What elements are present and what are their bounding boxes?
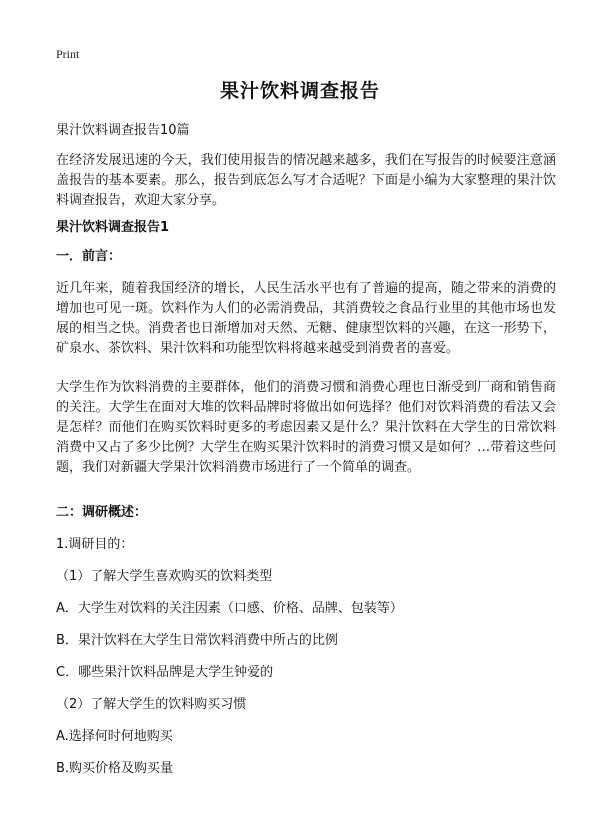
intro-paragraph: 在经济发展迅速的今天，我们使用报告的情况越来越多，我们在写报告的时候要注意涵盖报告的基本要素。那么，报告到底怎么写才合适呢？下面是小编为大家整理的果汁饮料调查报告，欢迎大家分享。 <box>56 153 556 208</box>
section-heading-overview: 二：调研概述： <box>56 505 148 520</box>
page-title: 果汁饮料调查报告 <box>219 80 380 102</box>
document-subtitle: 果汁饮料调查报告10篇 <box>56 123 190 138</box>
list-item-2b: B.购买价格及购买量 <box>56 761 174 776</box>
list-item-1: （1）了解大学生喜欢购买的饮料类型 <box>56 569 273 584</box>
list-item-2: （2）了解大学生的饮料购买习惯 <box>56 697 247 712</box>
report-heading: 果汁饮料调查报告1 <box>56 220 170 235</box>
section-heading-preface: 一．前言： <box>56 249 122 264</box>
list-item-2a: A.选择何时何地购买 <box>56 729 173 744</box>
list-item-a: A．大学生对饮料的关注因素（口感、价格、品牌、包装等） <box>56 601 403 616</box>
list-item-goal: 1.调研目的： <box>56 537 134 552</box>
list-item-c: C．哪些果汁饮料品牌是大学生钟爱的 <box>56 665 274 680</box>
body-paragraph-1: 近几年来，随着我国经济的增长，人民生活水平也有了普遍的提高，随之带来的消费的增加也可见一斑。饮料作为人们的必需消费品，其消费较之食品行业里的其他市场也发展的相当之快。消费者也日渐增加对天然、无糖、健康型饮料的兴趣，在这一形势下，矿泉水、茶饮料、果汁饮料和功能型饮料将越来越受到消费者的喜爱。 <box>56 281 556 356</box>
print-label[interactable]: Print <box>56 47 80 61</box>
list-item-b: B．果汁饮料在大学生日常饮料消费中所占的比例 <box>56 633 338 648</box>
body-paragraph-2: 大学生作为饮料消费的主要群体，他们的消费习惯和消费心理也日渐受到厂商和销售商的关注。大学生在面对大堆的饮料品牌时将做出如何选择？他们对饮料消费的看法又会是怎样？而他们在购买饮料时更多的考虑因素又是什么？果汁饮料在大学生的日常饮料消费中又占了多少比例？大学生在购买果汁饮料时的消费习惯又是如何？…带着这些问题，我们对新疆大学果汁饮料消费市场进行了一个简单的调查。 <box>56 380 556 475</box>
